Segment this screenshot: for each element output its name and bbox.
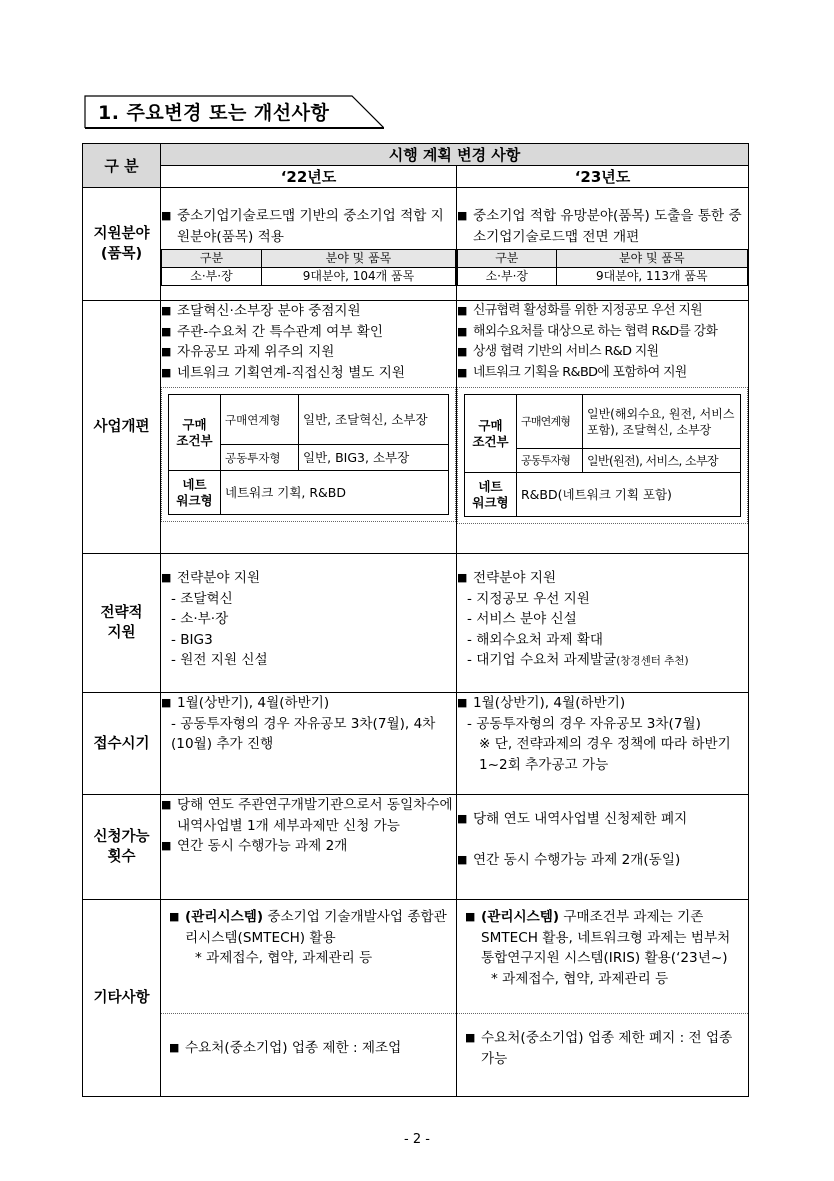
row-label-period: 접수시기 — [83, 693, 161, 795]
row-label-strategy: 전략적 지원 — [83, 554, 161, 693]
support-22-table: 구분 분야 및 품목 소·부·장 9대분야, 104개 품목 — [161, 249, 456, 286]
business-23: ■ 신규협력 활성화를 위한 지정공모 우선 지원 ■ 해외수요처를 대상으로 하는 협력 R&D를 강화 ■ 상생 협력 기반의 서비스 R&D 지원 ■ 네트워크 기획을 R&BD에 포함하여 지원 구매 조건부 구매연계형 일반(해외수요, 원전, 서비스 포함), 조달혁신, 소부장 공동투자형 일반(원전), 서비스, 소부장 네트 워크형 R&BD(네트워크 기획 포함) — [457, 301, 749, 554]
change-table — [82, 143, 749, 1097]
main-header: 시행 계획 변경 사항 — [161, 144, 749, 166]
bullet-icon: ■ — [161, 209, 172, 222]
strategy-23: ■ 전략분야 지원 - 지정공모 우선 지원 - 서비스 분야 신설 - 해외수요처 과제 확대 - 대기업 수요처 과제발굴(창경센터 추천) — [457, 554, 749, 693]
business-22: ■ 조달혁신·소부장 분야 중점지원 ■ 주관-수요처 간 특수관계 여부 확인 ■ 자유공모 과제 위주의 지원 ■ 네트워크 기획연계-직접신청 별도 지원 구매 조건부 구매연계형 일반, 조달혁신, 소부장 공동투자형 일반, BIG3, 소부장 네트 워크형 네트워크 기획, R&BD — [161, 301, 457, 554]
support-23-table: 구분 분야 및 품목 소·부·장 9대분야, 113개 품목 — [457, 249, 748, 286]
business-22-box: 구매 조건부 구매연계형 일반, 조달혁신, 소부장 공동투자형 일반, BIG3, 소부장 네트 워크형 네트워크 기획, R&BD — [161, 387, 456, 522]
business-23-box: 구매 조건부 구매연계형 일반(해외수요, 원전, 서비스 포함), 조달혁신, 소부장 공동투자형 일반(원전), 서비스, 소부장 네트 워크형 R&BD(네트워크 기획 포함) — [457, 387, 748, 524]
count-22: ■ 당해 연도 주관연구개발기관으로서 동일차수에 내역사업별 1개 세부과제만 신청 가능 ■ 연간 동시 수행가능 과제 2개 — [161, 795, 457, 900]
page-number: - 2 - — [404, 1132, 430, 1147]
strategy-22: ■ 전략분야 지원 - 조달혁신 - 소·부·장 - BIG3 - 원전 지원 신설 — [161, 554, 457, 693]
period-23: ■ 1월(상반기), 4월(하반기) - 공동투자형의 경우 자유공모 3차(7월) ※ 단, 전략과제의 경우 정책에 따라 하반기 1~2회 추가공고 가능 — [457, 693, 749, 795]
year-22-header: ‘22년도 — [161, 166, 457, 188]
section-title: 1. 주요변경 또는 개선사항 — [98, 102, 330, 124]
row-label-business: 사업개편 — [83, 301, 161, 554]
row-label-count: 신청가능 횟수 — [83, 795, 161, 900]
count-23: ■ 당해 연도 내역사업별 신청제한 폐지 ■ 연간 동시 수행가능 과제 2개(동일) — [457, 795, 749, 900]
other-23: ■ (관리시스템) 구매조건부 과제는 기존 SMTECH 활용, 네트워크형 과제는 범부처 통합연구지원 시스템(IRIS) 활용(‘23년~) * 과제접수, 협약, 과제관리 등 ■ 수요처(중소기업) 업종 제한 폐지 : 전 업종 가능 — [457, 900, 749, 1097]
row-label-other: 기타사항 — [83, 900, 161, 1097]
other-22: ■ (관리시스템) 중소기업 기술개발사업 종합관리시스템(SMTECH) 활용 * 과제접수, 협약, 과제관리 등 ■ 수요처(중소기업) 업종 제한 : 제조업 — [161, 900, 457, 1097]
year-23-header: ‘23년도 — [457, 166, 749, 188]
support-22: ■ 중소기업기술로드맵 기반의 중소기업 적합 지원분야(품목) 적용 구분 분야 및 품목 소·부·장 9대분야, 104개 품목 — [161, 188, 457, 301]
support-23: ■ 중소기업 적합 유망분야(품목) 도출을 통한 중소기업기술로드맵 전면 개편 구분 분야 및 품목 소·부·장 9대분야, 113개 품목 — [457, 188, 749, 301]
row-label-support: 지원분야 (품목) — [83, 188, 161, 301]
category-header: 구 분 — [83, 144, 161, 188]
period-22: ■ 1월(상반기), 4월(하반기) - 공동투자형의 경우 자유공모 3차(7월), 4차(10월) 추가 진행 — [161, 693, 457, 795]
bullet-icon: ■ — [457, 209, 468, 222]
